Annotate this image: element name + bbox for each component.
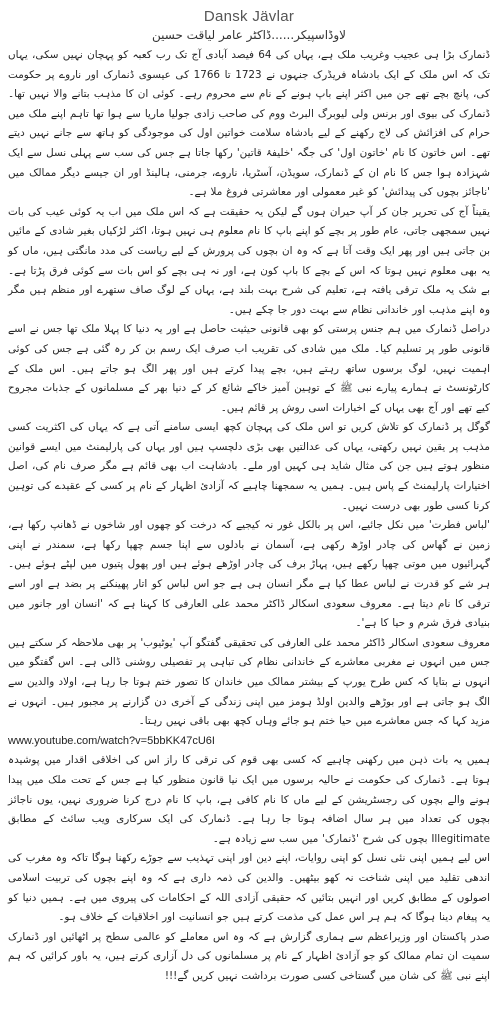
article-byline: لاوڈاسپیکر......ڈاکٹر عامر لیاقت حسین <box>151 28 347 42</box>
article-body <box>8 46 490 732</box>
paragraph: ہمیں یہ بات ذہن میں رکھنی چاہیے کہ کسی بھی قوم کی ترقی کا راز اس کی اخلاقی اقدار میں پوشیدہ ہوتا ہے۔ ڈنمارک کی حکومت نے حالیہ برسوں میں ایک نیا قانون منظور کیا ہے جس کے تحت ملک میں پیدا ہونے والے بچوں کی رجسٹریشن کے لیے ماں کا نام کافی ہے، باپ کا نام درج کرنا ضروری نہیں، یوں ناجائز بچوں کی تعداد میں ہر سال اضافہ ہوتا جا رہا ہے۔ ڈنمارک کی ایک سرکاری ویب سائٹ کے مطابق Illegitimate بچوں کی شرح 'ڈنمارک' میں سب سے زیادہ ہے۔ <box>8 754 490 845</box>
paragraph: ڈنمارک بڑا ہی عجیب وغریب ملک ہے، یہاں کی 64 فیصد آبادی آج تک رب کعبہ کو پہچان نہیں سکی، یہاں تک کہ اس ملک کے ایک بادشاہ فریڈرک جنہوں نے 1723 تا 1766 کی عیسوی ڈنمارک اور ناروے پر حکومت کی، پانچ بچے تھے جن میں اکثر اپنے باپ ہونے کے نام سے محروم رہے۔ کوئی ان کا مذہب بتانے والا نہیں تھا۔ ڈنمارک کی بیوی اور برنس ولی لیوبرگ البرٹ ووم کی صاحب زادی جولیا ماریا سے ہوا تھا تاہم اپنے ملک میں حرام کی افزائش کی لاج رکھنے کے لیے بادشاہ سلامت خواتین اول کی موجودگی کو ہاتھ سے جانے نہیں دیتے تھے۔ اس خاتون کا نام 'خاتون اول' کی جگہ 'خلیفۂ قاتین' رکھا جاتا ہے جس کی سب سے پہلی نسل سے ایک شہزادہ ہوا جس کا نام ان کے ڈنمارک، سویڈن، آسٹریا، ناروے، جرمنی، ہالینڈ اور ان جیسے دیگر ممالک میں 'ناجائز بچوں کی پیدائش' کو غیر معمولی اور معاشرتی فروغ ملا ہے۔ <box>8 49 490 199</box>
article-title: Dansk Jävlar <box>203 8 295 25</box>
paragraph: اس لیے ہمیں اپنی نئی نسل کو اپنی روایات، اپنے دین اور اپنی تہذیب سے جوڑے رکھنا ہوگا تاکہ وہ مغرب کی اندھی تقلید میں اپنی شناخت نہ کھو بیٹھیں۔ والدین کی ذمہ داری ہے کہ وہ اپنے بچوں کی تربیت اسلامی اصولوں کے مطابق کریں اور انہیں بتائیں کہ حقیقی آزادی اللہ کے احکامات کی پیروی میں ہے۔ ہمیں دنیا کو یہ پیغام دینا ہوگا کہ ہم ہر اس عمل کی مذمت کرتے ہیں جو انسانیت اور اخلاقیات کے خلاف ہو۔ <box>8 852 490 924</box>
paragraph: 'لباس فطرت' میں نکل جائیے، اس پر بالکل غور نہ کیجیے کہ درخت کو چھوں اور شاخوں نے ڈھانپ رکھا ہے، زمین نے گھاس کی چادر اوڑھ رکھی ہے، آسمان نے بادلوں سے اپنا جسم چھپا رکھا ہے، سمندر نے اپنی گہرائیوں میں موتی چھپا رکھے ہیں، پہاڑ برف کی چادر اوڑھے ہوئے ہیں اور پھول پتیوں میں لپٹے ہوئے ہیں۔ ہر شے کو قدرت نے لباس عطا کیا ہے مگر انسان ہی ہے جو اس لباس کو اتار پھینکنے پر بضد ہے اور اسے ترقی کا نام دیتا ہے۔ معروف سعودی اسکالر ڈاکٹر محمد علی العارفی کا کہنا ہے کہ 'انسان اور جانور میں بنیادی فرق شرم و حیا کا ہے'۔ <box>8 519 490 630</box>
video-url[interactable]: www.youtube.com/watch?v=5bbKK47cU6I <box>8 734 215 747</box>
paragraph: معروف سعودی اسکالر ڈاکٹر محمد علی العارفی کی تحقیقی گفتگو آپ 'یوٹیوب' پر بھی ملاحظہ کر سکتے ہیں جس میں انہوں نے مغربی معاشرے کے خاندانی نظام کی تباہی پر تفصیلی روشنی ڈالی ہے۔ اس گفتگو میں انہوں نے بتایا کہ کس طرح یورپ کے بیشتر ممالک میں خاندان کا تصور ختم ہوتا جا رہا ہے، اولاد والدین سے الگ ہو جاتی ہے اور بوڑھے والدین اولڈ ہومز میں اپنی زندگی کے آخری دن گزارنے پر مجبور ہیں۔ انہوں نے مزید کہا کہ جس معاشرے میں حیا ختم ہو جائے وہاں کچھ بھی باقی نہیں رہتا۔ <box>8 636 490 728</box>
article-body-closing <box>8 751 490 986</box>
paragraph: دراصل ڈنمارک میں ہم جنس پرستی کو بھی قانونی حیثیت حاصل ہے اور یہ دنیا کا پہلا ملک تھا جس نے اسے قانونی طور پر تسلیم کیا۔ ملک میں شادی کی تقریب اب صرف ایک رسم بن کر رہ گئی ہے جس کی کوئی اہمیت نہیں، لوگ برسوں ساتھ رہتے ہیں، بچے پیدا کرتے ہیں اور پھر الگ ہو جاتے ہیں۔ اس ملک کے کارٹونسٹ نے ہمارے پیارے نبی ﷺ کے توہین آمیز خاکے شائع کر کے دنیا بھر کے مسلمانوں کے جذبات مجروح کیے تھے اور آج بھی یہاں کے اخبارات اسی روش پر قائم ہیں۔ <box>8 323 490 414</box>
paragraph: گوگل پر ڈنمارک کو تلاش کریں تو اس ملک کی پہچان کچھ ایسی سامنے آتی ہے کہ یہاں کی اکثریت کسی مذہب پر یقین نہیں رکھتی، یہاں کی عدالتیں بھی بڑی دلچسپ ہیں اور یہاں کی پارلیمنٹ میں ایسے قوانین منظور ہوتے ہیں جن کی مثال شاید ہی کہیں اور ملے۔ بادشاہت اب بھی قائم ہے مگر صرف نام کی، اصل اختیارات پارلیمنٹ کے پاس ہیں۔ ہمیں یہ سمجھنا چاہیے کہ آزادئ اظہار کے نام پر کسی کے عقیدے کی توہین کرنا کسی طور بھی درست نہیں۔ <box>8 421 490 512</box>
paragraph: یقیناً آج کی تحریر جان کر آپ حیران ہوں گے لیکن یہ حقیقت ہے کہ اس ملک میں اب یہ کوئی عیب کی بات نہیں سمجھی جاتی، عام طور پر بچے کو اپنے باپ کا نام معلوم ہی نہیں ہوتا، اکثر لڑکیاں بغیر شادی کے مائیں بن جاتی ہیں اور پھر ایک وقت آتا ہے کہ وہ ان بچوں کی پرورش کے لیے ریاست کی مدد مانگتی ہیں، ماں کو یہ بھی معلوم نہیں ہوتا کہ اس کے بچے کا باپ کون ہے، اور نہ ہی بچے کو اس بات سے کوئی فرق پڑتا ہے۔ بے شک یہ ملک ترقی یافتہ ہے، تعلیم کی شرح بہت بلند ہے، یہاں کے لوگ صاف ستھرے اور منظم ہیں مگر وہ اپنے مذہب اور خاندانی نظام سے بہت دور جا چکے ہیں۔ <box>8 205 490 316</box>
paragraph: صدر پاکستان اور وزیراعظم سے ہماری گزارش ہے کہ وہ اس معاملے کو عالمی سطح پر اٹھائیں اور ڈنمارک سمیت ان تمام ممالک کو جو آزادئ اظہار کے نام پر مسلمانوں کی دل آزاری کرتے ہیں، یہ باور کرائیں کہ ہم اپنے نبی ﷺ کی شان میں گستاخی کسی صورت برداشت نہیں کریں گے!!! <box>8 930 490 982</box>
